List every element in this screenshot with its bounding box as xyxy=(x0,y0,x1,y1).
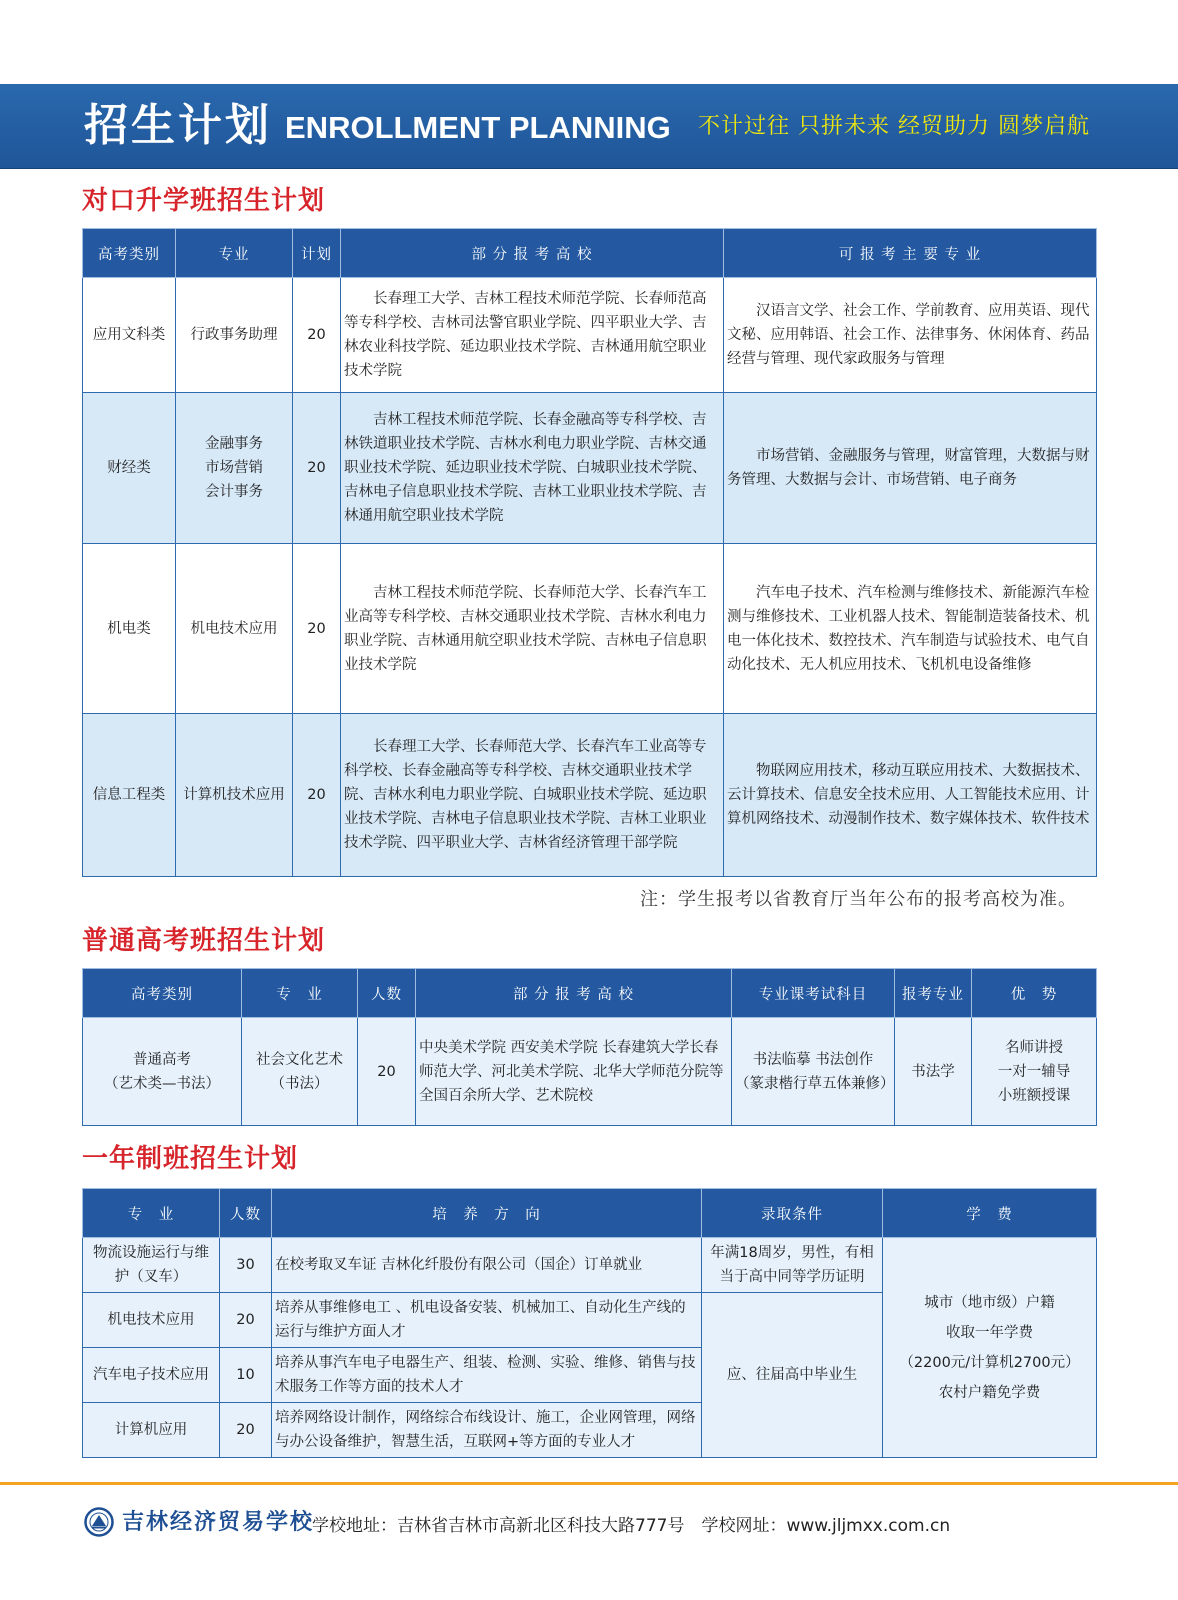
exam-subject-cell: 书法临摹 书法创作 （篆隶楷行草五体兼修） xyxy=(732,1018,895,1126)
table-header-row xyxy=(83,1189,1097,1238)
column-header: 报考专业 xyxy=(895,969,972,1018)
direction-cell: 培养网络设计制作，网络综合布线设计、施工，企业网管理，网络与办公设备维护，智慧生活，互联网+等方面的专业人才 xyxy=(272,1403,702,1458)
column-header: 高考类别 xyxy=(83,969,242,1018)
vocational-plan-table xyxy=(82,228,1097,877)
schools-cell: 吉林工程技术师范学院、长春金融高等专科学校、吉林铁道职业技术学院、吉林水利电力职业学院、吉林交通职业技术学院、延边职业技术学院、白城职业技术学院、吉林电子信息职业技术学院、吉林工业职业技术学院、吉林通用航空职业技术学院 xyxy=(341,393,724,544)
plan-cell: 20 xyxy=(293,393,341,544)
count-cell: 20 xyxy=(220,1403,272,1458)
table-row xyxy=(83,278,1097,393)
page-subtitle: ENROLLMENT PLANNING xyxy=(285,110,671,145)
school-logo-icon xyxy=(84,1507,114,1537)
column-header: 专 业 xyxy=(83,1189,220,1238)
category-cell: 机电类 xyxy=(83,544,176,714)
schools-cell: 长春理工大学、吉林工程技术师范学院、长春师范高等专科学校、吉林司法警官职业学院、四平职业大学、吉林农业科技学院、延边职业技术学院、吉林通用航空职业技术学院 xyxy=(341,278,724,393)
majors-cell: 汉语言文学、社会工作、学前教育、应用英语、现代文秘、应用韩语、社会工作、法律事务、休闲体育、药品经营与管理、现代家政服务与管理 xyxy=(724,278,1097,393)
column-header: 专业 xyxy=(176,229,293,278)
column-header: 计划 xyxy=(293,229,341,278)
header-banner xyxy=(0,84,1178,168)
tuition-cell: 城市（地市级）户籍 收取一年学费 （2200元/计算机2700元） 农村户籍免学费 xyxy=(883,1238,1097,1458)
footer-divider xyxy=(0,1482,1178,1485)
category-cell: 应用文科类 xyxy=(83,278,176,393)
category-cell: 信息工程类 xyxy=(83,714,176,877)
table-row xyxy=(83,1238,1097,1293)
count-cell: 10 xyxy=(220,1348,272,1403)
count-cell: 30 xyxy=(220,1238,272,1293)
page-title: 招生计划 xyxy=(84,100,272,151)
major-cell: 机电技术应用 xyxy=(83,1293,220,1348)
major-cell: 汽车电子技术应用 xyxy=(83,1348,220,1403)
school-address: 学校地址：吉林省吉林市高新北区科技大路777号 学校网址：www.jljmxx.com.cn xyxy=(312,1516,951,1536)
table-row xyxy=(83,544,1097,714)
section-title-gaokao: 普通高考班招生计划 xyxy=(82,926,326,956)
plan-cell: 20 xyxy=(293,714,341,877)
major-cell: 机电技术应用 xyxy=(176,544,293,714)
count-cell: 20 xyxy=(358,1018,416,1126)
majors-cell: 市场营销、金融服务与管理，财富管理，大数据与财务管理、大数据与会计、市场营销、电子商务 xyxy=(724,393,1097,544)
table-row xyxy=(83,714,1097,877)
category-cell: 财经类 xyxy=(83,393,176,544)
slogan: 不计过往 只拼未来 经贸助力 圆梦启航 xyxy=(698,114,1090,139)
school-name: 吉林经济贸易学校 xyxy=(122,1509,315,1535)
section-title-vocational: 对口升学班招生计划 xyxy=(82,186,326,216)
column-header: 部 分 报 考 高 校 xyxy=(341,229,724,278)
schools-cell: 吉林工程技术师范学院、长春师范大学、长春汽车工业高等专科学校、吉林交通职业技术学院、吉林水利电力职业学院、吉林通用航空职业技术学院、吉林电子信息职业技术学院 xyxy=(341,544,724,714)
majors-cell: 汽车电子技术、汽车检测与维修技术、新能源汽车检测与维修技术、工业机器人技术、智能制造装备技术、机电一体化技术、数控技术、汽车制造与试验技术、电气自动化技术、无人机应用技术、飞机机电设备维修 xyxy=(724,544,1097,714)
column-header: 人数 xyxy=(358,969,416,1018)
major-cell: 计算机技术应用 xyxy=(176,714,293,877)
direction-cell: 培养从事维修电工 、机电设备安装、机械加工、自动化生产线的运行与维护方面人才 xyxy=(272,1293,702,1348)
column-header: 部 分 报 考 高 校 xyxy=(416,969,732,1018)
column-header: 录取条件 xyxy=(702,1189,883,1238)
condition-cell: 应、往届高中毕业生 xyxy=(702,1293,883,1458)
section-title-one-year: 一年制班招生计划 xyxy=(82,1144,299,1174)
column-header: 专业课考试科目 xyxy=(732,969,895,1018)
column-header: 学 费 xyxy=(883,1189,1097,1238)
column-header: 可 报 考 主 要 专 业 xyxy=(724,229,1097,278)
count-cell: 20 xyxy=(220,1293,272,1348)
major-cell: 社会文化艺术 （书法） xyxy=(242,1018,358,1126)
column-header: 优 势 xyxy=(972,969,1097,1018)
column-header: 高考类别 xyxy=(83,229,176,278)
plan-cell: 20 xyxy=(293,278,341,393)
column-header: 人数 xyxy=(220,1189,272,1238)
table-header-row xyxy=(83,969,1097,1018)
schools-cell: 长春理工大学、长春师范大学、长春汽车工业高等专科学校、长春金融高等专科学校、吉林交通职业技术学院、吉林水利电力职业学院、白城职业技术学院、延边职业技术学院、吉林电子信息职业技术学院、吉林工业职业技术学院、四平职业大学、吉林省经济管理干部学院 xyxy=(341,714,724,877)
schools-cell: 中央美术学院 西安美术学院 长春建筑大学长春师范大学、河北美术学院、北华大学师范分院等全国百余所大学、艺术院校 xyxy=(416,1018,732,1126)
advantage-cell: 名师讲授 一对一辅导 小班额授课 xyxy=(972,1018,1097,1126)
column-header: 专 业 xyxy=(242,969,358,1018)
apply-major-cell: 书法学 xyxy=(895,1018,972,1126)
major-cell: 金融事务 市场营销 会计事务 xyxy=(176,393,293,544)
table-header-row xyxy=(83,229,1097,278)
category-cell: 普通高考 （艺术类—书法） xyxy=(83,1018,242,1126)
gaokao-plan-table xyxy=(82,968,1097,1126)
major-cell: 计算机应用 xyxy=(83,1403,220,1458)
one-year-plan-table xyxy=(82,1188,1097,1458)
table-row xyxy=(83,1018,1097,1126)
table-row xyxy=(83,393,1097,544)
table-note: 注：学生报考以省教育厅当年公布的报考高校为准。 xyxy=(640,889,1077,910)
plan-cell: 20 xyxy=(293,544,341,714)
direction-cell: 在校考取叉车证 吉林化纤股份有限公司（国企）订单就业 xyxy=(272,1238,702,1293)
direction-cell: 培养从事汽车电子电器生产、组装、检测、实验、维修、销售与技术服务工作等方面的技术人才 xyxy=(272,1348,702,1403)
column-header: 培 养 方 向 xyxy=(272,1189,702,1238)
condition-cell: 年满18周岁，男性，有相当于高中同等学历证明 xyxy=(702,1238,883,1293)
majors-cell: 物联网应用技术，移动互联应用技术、大数据技术、云计算技术、信息安全技术应用、人工智能技术应用、计算机网络技术、动漫制作技术、数字媒体技术、软件技术 xyxy=(724,714,1097,877)
major-cell: 物流设施运行与维护（叉车） xyxy=(83,1238,220,1293)
major-cell: 行政事务助理 xyxy=(176,278,293,393)
